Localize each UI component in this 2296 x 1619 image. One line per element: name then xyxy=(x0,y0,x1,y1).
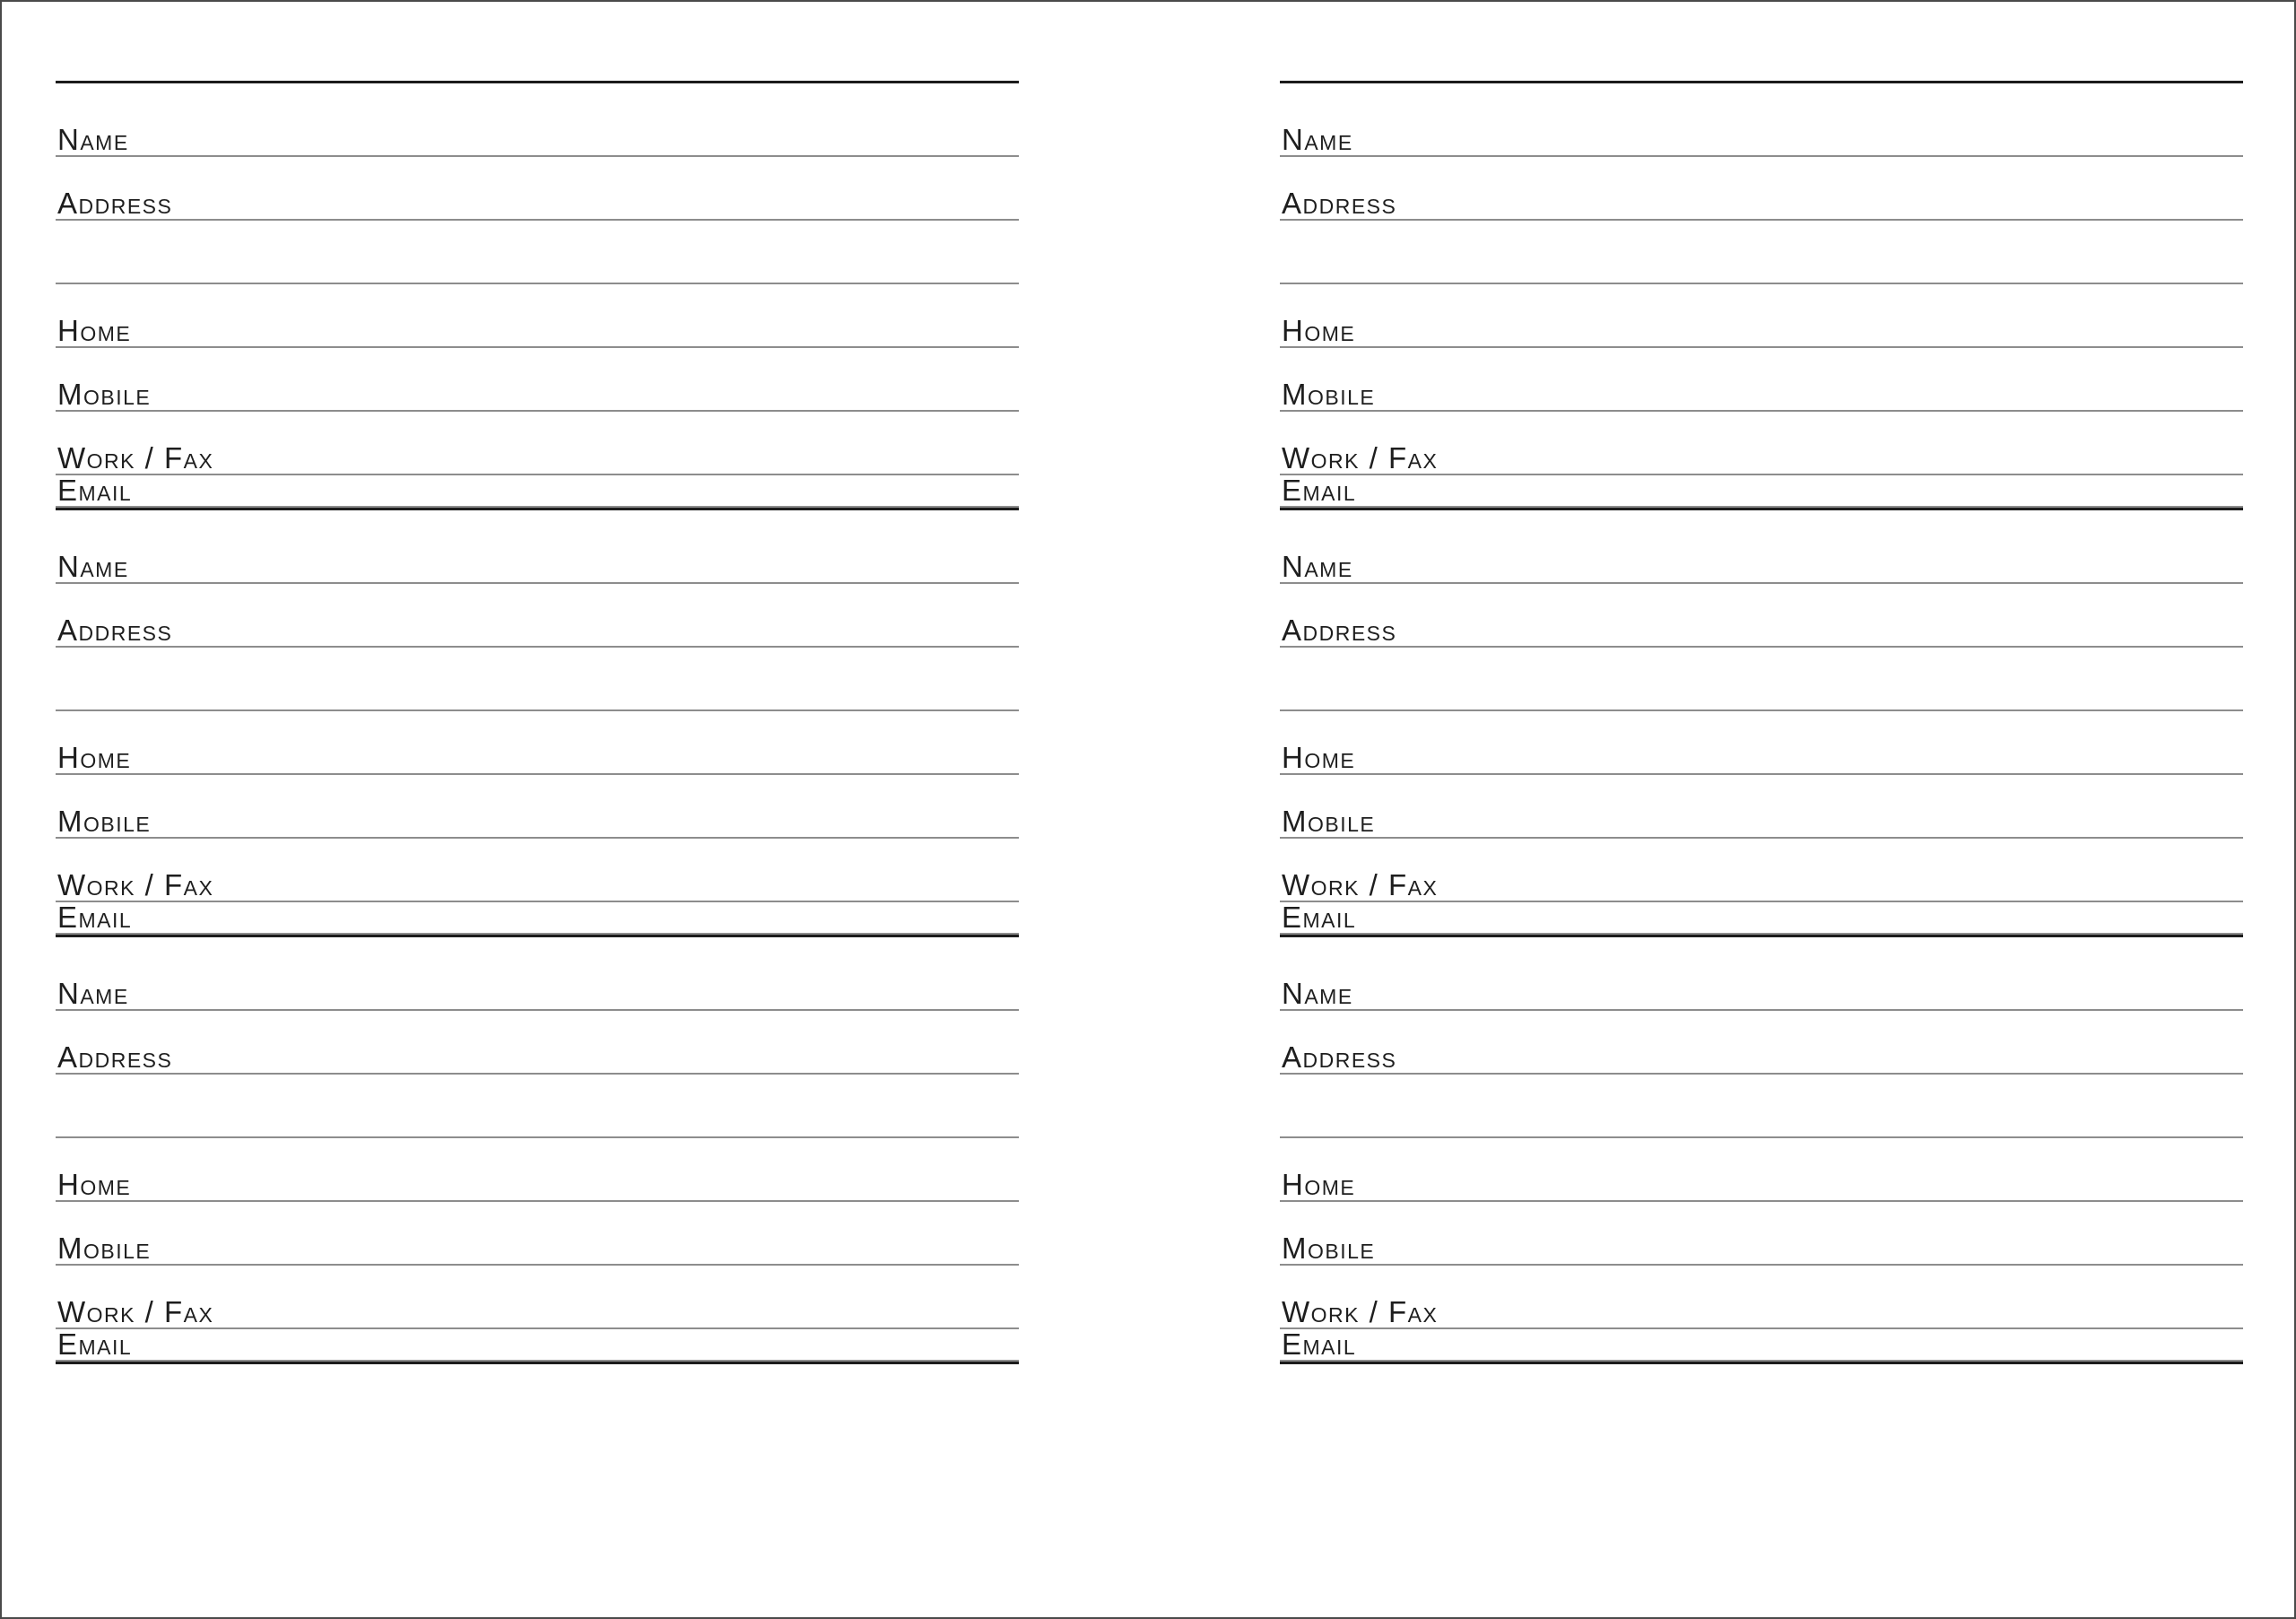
name-field[interactable] xyxy=(56,937,1019,1011)
name-field[interactable] xyxy=(1280,510,2243,584)
address-label: Address xyxy=(1282,1040,1397,1074)
email-label: Email xyxy=(1282,901,1357,934)
mobile-label: Mobile xyxy=(57,378,152,411)
address-field[interactable] xyxy=(56,157,1019,221)
mobile-label: Mobile xyxy=(1282,805,1376,838)
home-label: Home xyxy=(1282,314,1356,347)
email-label: Email xyxy=(1282,474,1357,507)
home-phone-field[interactable] xyxy=(56,711,1019,775)
home-phone-field[interactable] xyxy=(1280,711,2243,775)
name-label: Name xyxy=(57,977,129,1010)
email-label: Email xyxy=(57,901,133,934)
contact-entry xyxy=(56,83,1019,508)
mobile-field[interactable] xyxy=(56,348,1019,412)
address-line-2-field[interactable] xyxy=(56,648,1019,711)
work-fax-label: Work / Fax xyxy=(1282,868,1439,901)
address-line-2-field[interactable] xyxy=(56,221,1019,284)
mobile-label: Mobile xyxy=(1282,1232,1376,1265)
name-label: Name xyxy=(1282,550,1353,583)
email-field[interactable] xyxy=(1280,902,2243,935)
address-label: Address xyxy=(57,1040,173,1074)
address-field[interactable] xyxy=(1280,157,2243,221)
address-label: Address xyxy=(57,187,173,220)
address-line-2-field[interactable] xyxy=(1280,221,2243,284)
name-field[interactable] xyxy=(1280,83,2243,157)
mobile-field[interactable] xyxy=(56,775,1019,839)
work-fax-label: Work / Fax xyxy=(57,868,214,901)
right-page xyxy=(1280,81,2243,1364)
home-phone-field[interactable] xyxy=(56,284,1019,348)
name-field[interactable] xyxy=(56,510,1019,584)
mobile-field[interactable] xyxy=(1280,1202,2243,1266)
contact-entry xyxy=(1280,83,2243,508)
home-label: Home xyxy=(57,1168,132,1201)
name-label: Name xyxy=(1282,123,1353,156)
work-fax-label: Work / Fax xyxy=(57,1295,214,1328)
email-label: Email xyxy=(57,474,133,507)
email-field[interactable] xyxy=(1280,475,2243,508)
home-label: Home xyxy=(1282,741,1356,774)
home-label: Home xyxy=(57,314,132,347)
work-fax-label: Work / Fax xyxy=(1282,1295,1439,1328)
work-fax-label: Work / Fax xyxy=(1282,441,1439,474)
work-fax-field[interactable] xyxy=(1280,412,2243,475)
home-phone-field[interactable] xyxy=(56,1138,1019,1202)
name-field[interactable] xyxy=(1280,937,2243,1011)
contact-entry xyxy=(1280,510,2243,935)
mobile-label: Mobile xyxy=(57,805,152,838)
contact-entry xyxy=(56,510,1019,935)
address-label: Address xyxy=(1282,614,1397,647)
work-fax-label: Work / Fax xyxy=(57,441,214,474)
contact-entry xyxy=(1280,937,2243,1362)
address-line-2-field[interactable] xyxy=(1280,1075,2243,1138)
contact-entry xyxy=(56,937,1019,1362)
address-line-2-field[interactable] xyxy=(56,1075,1019,1138)
address-field[interactable] xyxy=(56,584,1019,648)
address-line-2-field[interactable] xyxy=(1280,648,2243,711)
home-phone-field[interactable] xyxy=(1280,284,2243,348)
work-fax-field[interactable] xyxy=(1280,1266,2243,1329)
name-label: Name xyxy=(57,123,129,156)
entry-separator xyxy=(56,1362,1019,1364)
email-field[interactable] xyxy=(56,475,1019,508)
email-field[interactable] xyxy=(56,1329,1019,1362)
name-label: Name xyxy=(1282,977,1353,1010)
work-fax-field[interactable] xyxy=(56,1266,1019,1329)
email-label: Email xyxy=(57,1327,133,1361)
address-label: Address xyxy=(1282,187,1397,220)
mobile-field[interactable] xyxy=(56,1202,1019,1266)
mobile-label: Mobile xyxy=(1282,378,1376,411)
address-field[interactable] xyxy=(56,1011,1019,1075)
address-field[interactable] xyxy=(1280,1011,2243,1075)
mobile-field[interactable] xyxy=(1280,348,2243,412)
home-phone-field[interactable] xyxy=(1280,1138,2243,1202)
entry-separator xyxy=(1280,1362,2243,1364)
left-page xyxy=(56,81,1019,1364)
work-fax-field[interactable] xyxy=(56,412,1019,475)
email-label: Email xyxy=(1282,1327,1357,1361)
work-fax-field[interactable] xyxy=(56,839,1019,902)
email-field[interactable] xyxy=(56,902,1019,935)
email-field[interactable] xyxy=(1280,1329,2243,1362)
mobile-label: Mobile xyxy=(57,1232,152,1265)
name-field[interactable] xyxy=(56,83,1019,157)
address-label: Address xyxy=(57,614,173,647)
work-fax-field[interactable] xyxy=(1280,839,2243,902)
mobile-field[interactable] xyxy=(1280,775,2243,839)
name-label: Name xyxy=(57,550,129,583)
home-label: Home xyxy=(1282,1168,1356,1201)
address-field[interactable] xyxy=(1280,584,2243,648)
home-label: Home xyxy=(57,741,132,774)
